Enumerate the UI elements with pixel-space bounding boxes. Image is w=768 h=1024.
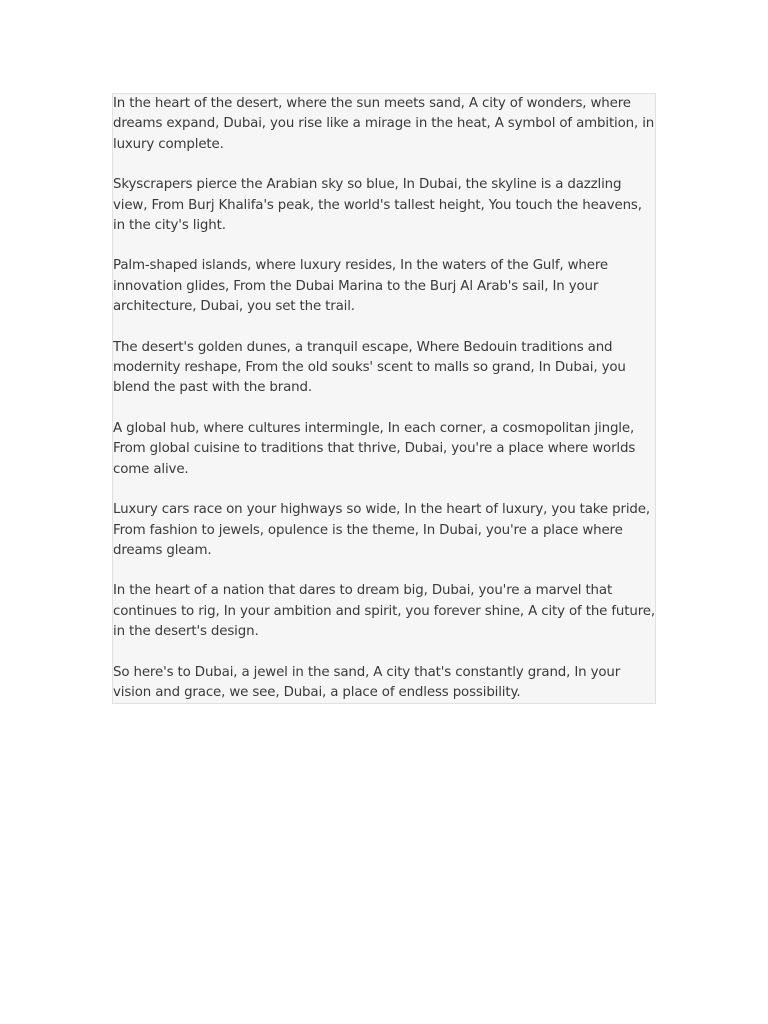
- paragraph-7: In the heart of a nation that dares to dream big, Dubai, you're a marvel that continues to rig, In your ambition and spirit, you forever shine, A city of the future, in the desert's design.: [113, 583, 655, 640]
- paragraph-3: Palm-shaped islands, where luxury resides, In the waters of the Gulf, where innovation glides, From the Dubai Marina to the Burj Al Arab's sail, In your architecture, Dubai, you set the trail.: [113, 258, 608, 315]
- paragraph-2: Skyscrapers pierce the Arabian sky so blue, In Dubai, the skyline is a dazzling view, From Burj Khalifa's peak, the world's tallest height, You touch the heavens, in the city's light.: [113, 177, 642, 234]
- paragraph-6: Luxury cars race on your highways so wide, In the heart of luxury, you take pride, From fashion to jewels, opulence is the theme, In Dubai, you're a place where dreams gleam.: [113, 502, 650, 558]
- paragraph-1: In the heart of the desert, where the sun meets sand, A city of wonders, where dreams expand, Dubai, you rise like a mirage in the heat, A symbol of ambition, in luxury complete.: [113, 96, 655, 152]
- paragraph-5: A global hub, where cultures intermingle, In each corner, a cosmopolitan jingle, From global cuisine to traditions that thrive, Dubai, you're a place where worlds come alive.: [113, 420, 636, 477]
- paragraph-4: The desert's golden dunes, a tranquil escape, Where Bedouin traditions and modernity reshape, From the old souks' scent to malls so grand, In Dubai, you blend the past with the brand.: [113, 339, 626, 396]
- poem-text-box: [112, 93, 656, 704]
- paragraph-8: So here's to Dubai, a jewel in the sand, A city that's constantly grand, In your vision and grace, we see, Dubai, a place of endless possibility.: [113, 664, 621, 700]
